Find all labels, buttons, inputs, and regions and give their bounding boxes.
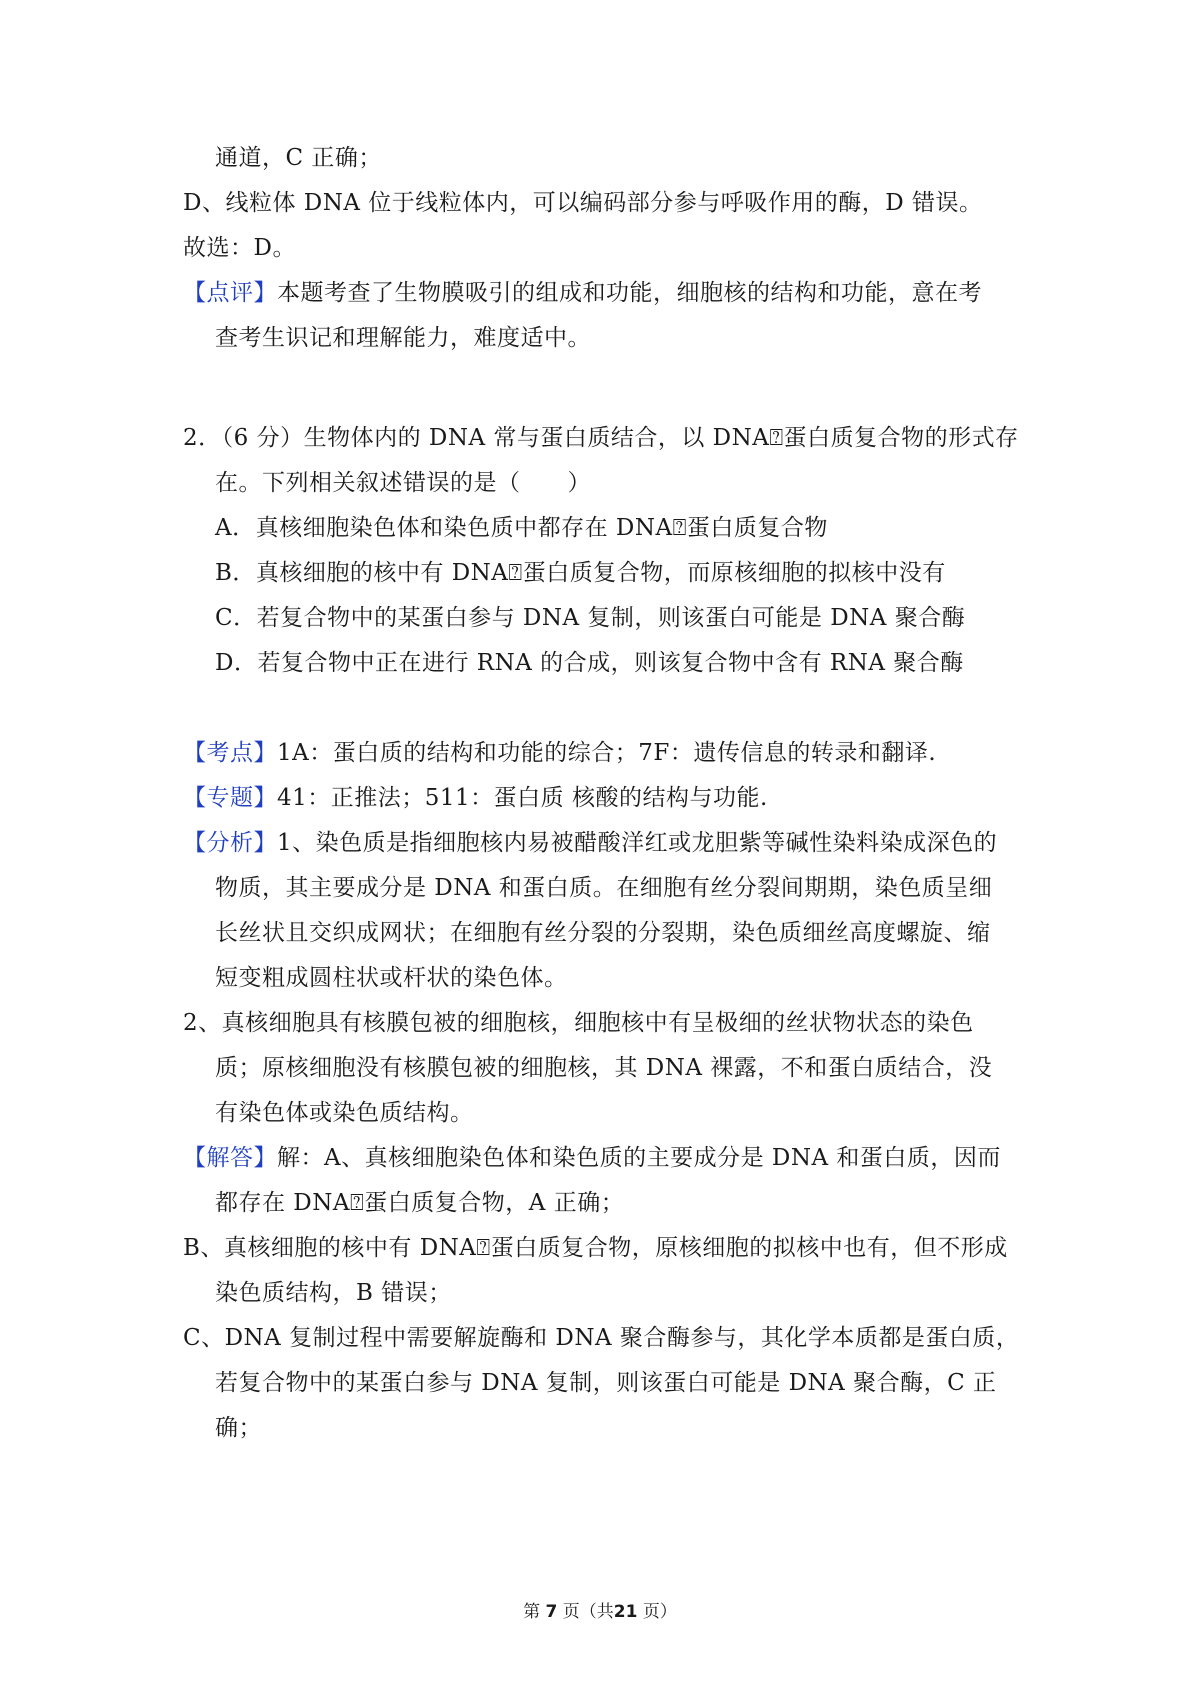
jieda-tag: 【解答】 [183, 1145, 277, 1171]
text-line: B、真核细胞的核中有 DNA⍰蛋白质复合物，原核细胞的拟核中也有，但不形成 [183, 1235, 1008, 1261]
question-stem: 在。下列相关叙述错误的是（ ） [215, 470, 591, 496]
jieda-text: 解：A、真核细胞染色体和染色质的主要成分是 DNA 和蛋白质，因而 [277, 1145, 1001, 1171]
footer-page-number: 7 [545, 1602, 558, 1622]
text-line: D、线粒体 DNA 位于线粒体内，可以编码部分参与呼吸作用的酶，D 错误。 [183, 190, 983, 216]
fenxi-text: 1、染色质是指细胞核内易被醋酸洋红或龙胆紫等碱性染料染成深色的 [277, 830, 998, 856]
kaodian-paragraph [183, 737, 936, 769]
jieda-paragraph [183, 1142, 1001, 1174]
fenxi-tag: 【分析】 [183, 830, 277, 856]
comment-paragraph [183, 277, 982, 309]
text-line: 短变粗成圆柱状或杆状的染色体。 [215, 965, 568, 991]
text-line: 有染色体或染色质结构。 [215, 1100, 474, 1126]
text-line: 若复合物中的某蛋白参与 DNA 复制，则该蛋白可能是 DNA 聚合酶，C 正 [215, 1370, 997, 1396]
kaodian-tag: 【考点】 [183, 740, 277, 766]
question-stem: 2．（6 分）生物体内的 DNA 常与蛋白质结合，以 DNA⍰蛋白质复合物的形式存 [183, 425, 1019, 451]
zhuanti-text: 41：正推法；511：蛋白质 核酸的结构与功能. [277, 785, 768, 811]
kaodian-text: 1A：蛋白质的结构和功能的综合；7F：遗传信息的转录和翻译. [277, 740, 937, 766]
zhuanti-tag: 【专题】 [183, 785, 277, 811]
footer-middle: 页（共 [562, 1602, 614, 1622]
text-line: C、DNA 复制过程中需要解旋酶和 DNA 聚合酶参与，其化学本质都是蛋白质， [183, 1325, 1020, 1351]
comment-text: 本题考查了生物膜吸引的组成和功能，细胞核的结构和功能，意在考 [277, 280, 982, 306]
text-line: 故选：D。 [183, 235, 296, 261]
text-line: 长丝状且交织成网状；在细胞有丝分裂的分裂期，染色质细丝高度螺旋、缩 [215, 920, 991, 946]
text-line: 通道，C 正确； [215, 145, 382, 171]
text-line: 都存在 DNA⍰蛋白质复合物，A 正确； [215, 1190, 625, 1216]
page-footer [0, 1600, 1200, 1624]
text-line: 确； [215, 1415, 262, 1441]
option-c: C．若复合物中的某蛋白参与 DNA 复制，则该蛋白可能是 DNA 聚合酶 [215, 605, 966, 631]
comment-tag: 【点评】 [183, 280, 277, 306]
text-line: 2、真核细胞具有核膜包被的细胞核，细胞核中有呈极细的丝状物状态的染色 [183, 1010, 974, 1036]
option-b: B．真核细胞的核中有 DNA⍰蛋白质复合物，而原核细胞的拟核中没有 [215, 560, 946, 586]
footer-suffix: 页） [642, 1602, 677, 1622]
text-line: 物质，其主要成分是 DNA 和蛋白质。在细胞有丝分裂间期期，染色质呈细 [215, 875, 993, 901]
option-d: D．若复合物中正在进行 RNA 的合成，则该复合物中含有 RNA 聚合酶 [215, 650, 964, 676]
text-line: 染色质结构，B 错误； [215, 1280, 452, 1306]
zhuanti-paragraph [183, 782, 768, 814]
text-line: 质；原核细胞没有核膜包被的细胞核，其 DNA 裸露，不和蛋白质结合，没 [215, 1055, 993, 1081]
option-a: A．真核细胞染色体和染色质中都存在 DNA⍰蛋白质复合物 [215, 515, 828, 541]
text-line: 查考生识记和理解能力，难度适中。 [215, 325, 591, 351]
footer-prefix: 第 [523, 1602, 541, 1622]
footer-total-pages: 21 [613, 1602, 638, 1622]
fenxi-paragraph [183, 827, 997, 859]
